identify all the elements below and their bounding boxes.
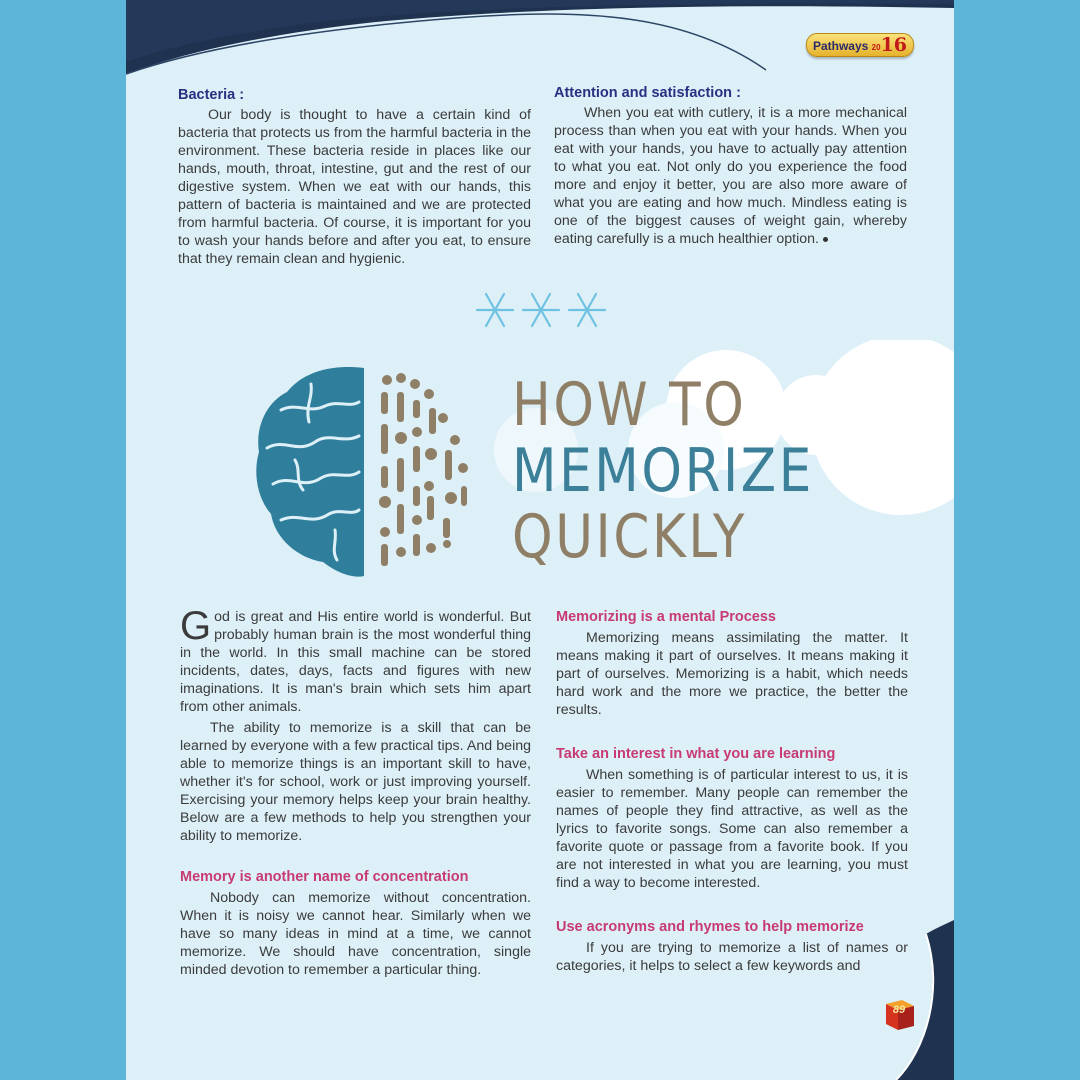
page-number: 89	[892, 1004, 906, 1016]
pathways-brand: Pathways	[812, 39, 869, 53]
intro-paragraph-1: od is great and His entire world is wonderful. But probably human brain is the most wonderful thing in the world. In this small machine can be stored incidents, dates, days, facts and figures with new imaginations. It is man's brain which sets him apart from other animals.	[180, 609, 531, 715]
snowflake-divider-icon	[471, 288, 611, 332]
page-number-cube	[882, 998, 916, 1032]
attention-body: When you eat with cutlery, it is a more mechanical process than when you eat with your hands. When you eat with your hands, you have to actually pay attention to what you eat. Not only do you experience the food more and enjoy it better, you are also more aware of what you are eating and how much. Mindless eating is one of the biggest causes of weight gain, whereby eating carefully is a much healthier option.	[554, 105, 907, 247]
intro-section	[180, 604, 531, 979]
end-bullet	[823, 237, 828, 242]
bacteria-section	[178, 86, 531, 268]
acronyms-heading: Use acronyms and rhymes to help memorize	[556, 919, 864, 935]
intro-dropcap: G	[180, 604, 212, 648]
concentration-heading: Memory is another name of concentration	[180, 869, 469, 885]
pathways-badge	[806, 33, 914, 57]
article-title	[512, 372, 863, 570]
pathways-year-small: 20	[871, 43, 881, 52]
attention-heading: Attention and satisfaction :	[554, 85, 741, 101]
title-line-1: HOW TO	[512, 370, 747, 440]
bacteria-heading: Bacteria :	[178, 87, 245, 103]
magazine-page	[126, 0, 954, 1080]
concentration-body: Nobody can memorize without concentration. When it is noisy we cannot hear. Similarly when we have so many ideas in mind at a time, we cannot memorize. We should have concentration, single minded devotion to remember a particular thing.	[180, 890, 531, 978]
intro-paragraph-2: The ability to memorize is a skill that can be learned by everyone with a few practical tips. And being able to memorize things is an important skill to have, whether it's for school, work or just improving yourself. Exercising your memory helps keep your brain healthy. Below are a few methods to help you strengthen your ability to memorize.	[180, 720, 531, 844]
interest-heading: Take an interest in what you are learning	[556, 746, 836, 762]
mental-process-body: Memorizing means assimilating the matter. It means making it part of ourselves. It means making it part of ourselves. Memorizing is a habit, which needs hard work and the more we practice, the better the results.	[556, 630, 908, 718]
attention-section	[554, 84, 907, 248]
brain-icon	[251, 362, 481, 582]
interest-body: When something is of particular interest to us, it is easier to remember. Many people can remember the names of people they find attractive, as well as the lyrics to favorite songs. Some can also remember a favorite quote or passage from a favorite book. If you are not interested in what you are learning, you must find a way to become interested.	[556, 767, 908, 891]
acronyms-body: If you are trying to memorize a list of names or categories, it helps to select a few keywords and	[556, 940, 908, 974]
title-line-2: MEMORIZE	[512, 436, 814, 506]
pathways-year: 16	[880, 34, 908, 56]
mental-process-heading: Memorizing is a mental Process	[556, 609, 776, 625]
bacteria-body: Our body is thought to have a certain kind of bacteria that protects us from the harmful bacteria in the environment. These bacteria reside in places like our hands, mouth, throat, intestine, gut and the rest of our digestive system. When we eat with our hands, this pattern of bacteria is maintained and we are protected from harmful bacteria. Of course, it is important for you to wash your hands before and after you eat, to ensure that they remain clean and hygienic.	[178, 107, 531, 267]
title-line-3: QUICKLY	[512, 502, 747, 572]
